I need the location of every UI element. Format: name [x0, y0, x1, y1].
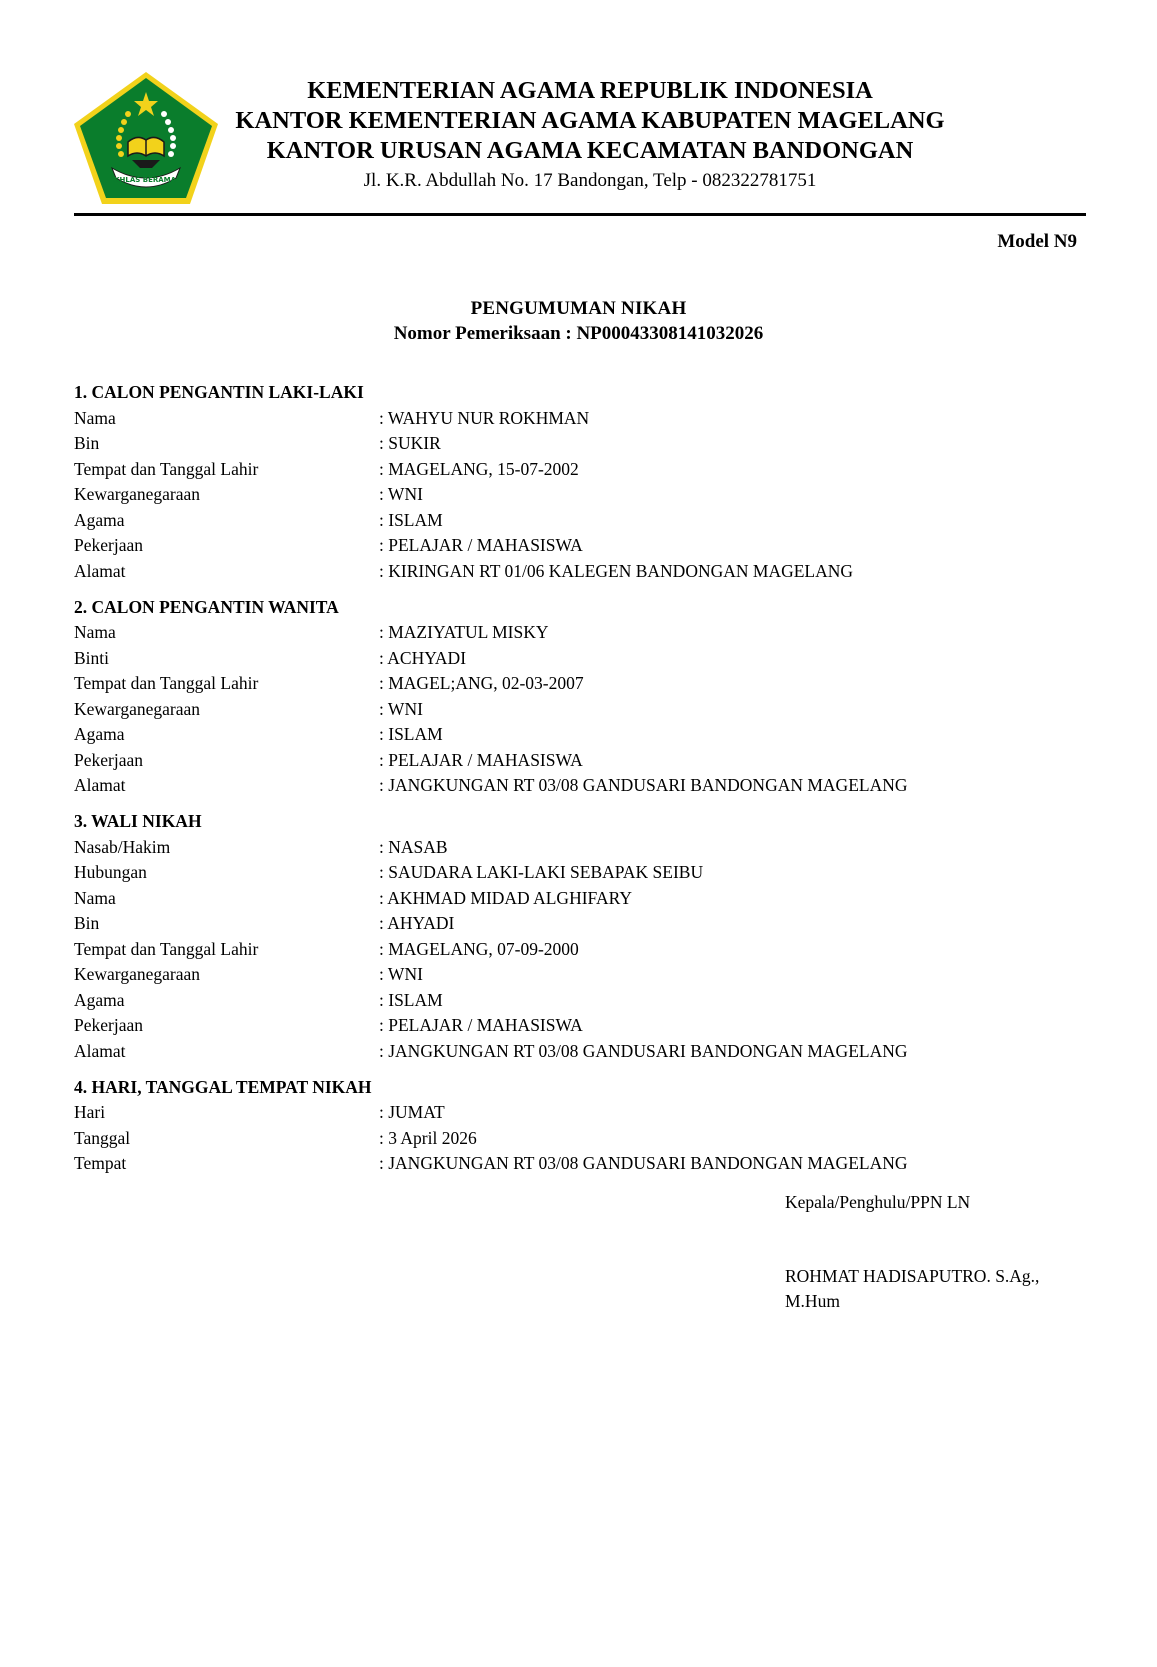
row-label: Binti	[74, 647, 110, 668]
table-row	[74, 962, 1074, 988]
signatory-name-line1: ROHMAT HADISAPUTRO. S.Ag.,	[785, 1266, 1040, 1286]
table-row	[74, 722, 1074, 748]
section-heading-ceremony: 4. HARI, TANGGAL TEMPAT NIKAH	[74, 1076, 372, 1097]
table-row	[74, 533, 1074, 559]
row-value: : PELAJAR / MAHASISWA	[379, 749, 583, 770]
row-value: : JANGKUNGAN RT 03/08 GANDUSARI BANDONGAN MAGELANG	[379, 775, 908, 795]
table-row	[74, 773, 1074, 799]
row-value: : PELAJAR / MAHASISWA	[379, 1015, 583, 1035]
table-row	[74, 1151, 1074, 1177]
header-divider	[74, 213, 1086, 216]
table-row	[74, 508, 1074, 534]
section-heading-groom: 1. CALON PENGANTIN LAKI-LAKI	[74, 382, 364, 402]
row-label: Pekerjaan	[74, 535, 143, 555]
letterhead	[230, 76, 950, 194]
table-row	[74, 406, 1074, 432]
row-label: Nama	[74, 622, 116, 642]
logo-motto: IKHLAS BERAMAL	[111, 176, 181, 184]
table-row	[74, 911, 1074, 937]
row-label: Agama	[74, 724, 125, 744]
model-label: Model N9	[997, 231, 1077, 252]
row-value: : SAUDARA LAKI-LAKI SEBAPAK SEIBU	[379, 862, 704, 882]
table-row	[74, 671, 1074, 697]
row-label: Pekerjaan	[74, 749, 143, 770]
row-label: Kewarganegaraan	[74, 698, 200, 719]
row-value: : WAHYU NUR ROKHMAN	[379, 407, 590, 428]
announcement-content	[74, 380, 1074, 1177]
row-value: : MAZIYATUL MISKY	[379, 622, 549, 642]
row-value: : SUKIR	[379, 433, 441, 453]
table-row	[74, 1013, 1074, 1039]
row-label: Nasab/Hakim	[74, 836, 171, 857]
row-label: Nama	[74, 407, 116, 428]
signatory-role: Kepala/Penghulu/PPN LN	[785, 1192, 971, 1212]
row-value: : JANGKUNGAN RT 03/08 GANDUSARI BANDONGAN MAGELANG	[379, 1153, 908, 1173]
row-label: Alamat	[74, 775, 126, 795]
row-label: Tempat	[74, 1153, 127, 1173]
office-address: Jl. K.R. Abdullah No. 17 Bandongan, Telp - 082322781751	[363, 170, 817, 191]
row-value: : JANGKUNGAN RT 03/08 GANDUSARI BANDONGAN MAGELANG	[379, 1040, 908, 1061]
table-row	[74, 1039, 1074, 1065]
table-row	[74, 482, 1074, 508]
row-label: Alamat	[74, 1040, 126, 1061]
table-row	[74, 431, 1074, 457]
regency-office-title: KANTOR KEMENTERIAN AGAMA KABUPATEN MAGELANG	[235, 107, 945, 134]
table-row	[74, 886, 1074, 912]
row-label: Tempat dan Tanggal Lahir	[74, 458, 259, 479]
row-label: Kewarganegaraan	[74, 964, 200, 984]
table-row	[74, 1100, 1074, 1126]
signatory-name	[785, 1264, 1085, 1314]
row-value: : KIRINGAN RT 01/06 KALEGEN BANDONGAN MAGELANG	[379, 560, 854, 581]
row-value: : ISLAM	[379, 509, 443, 530]
kua-office-title: KANTOR URUSAN AGAMA KECAMATAN BANDONGAN	[266, 137, 914, 164]
row-value: : MAGELANG, 15-07-2002	[379, 458, 579, 479]
row-value: : ACHYADI	[379, 647, 467, 668]
row-label: Alamat	[74, 560, 126, 581]
row-label: Hubungan	[74, 862, 147, 882]
table-row	[74, 457, 1074, 483]
examination-number: Nomor Pemeriksaan : NP00043308141032026	[393, 323, 764, 344]
row-label: Tanggal	[74, 1127, 131, 1148]
document-title	[0, 296, 1157, 346]
row-value: : ISLAM	[379, 724, 443, 744]
row-value: : WNI	[379, 698, 423, 719]
table-row	[74, 748, 1074, 774]
row-value: : JUMAT	[379, 1102, 445, 1122]
row-label: Nama	[74, 887, 116, 908]
table-row	[74, 559, 1074, 585]
row-label: Tempat dan Tanggal Lahir	[74, 673, 259, 693]
row-value: : MAGELANG, 07-09-2000	[379, 938, 579, 959]
row-value: : 3 April 2026	[379, 1127, 477, 1148]
table-row	[74, 697, 1074, 723]
row-value: : ISLAM	[379, 989, 443, 1010]
section-heading-guardian: 3. WALI NIKAH	[74, 811, 202, 831]
row-label: Bin	[74, 433, 100, 453]
row-label: Kewarganegaraan	[74, 484, 200, 504]
ministry-title: KEMENTERIAN AGAMA REPUBLIK INDONESIA	[307, 77, 873, 104]
kemenag-logo-icon	[72, 70, 220, 206]
row-label: Pekerjaan	[74, 1015, 143, 1035]
announcement-title: PENGUMUMAN NIKAH	[470, 298, 687, 319]
signatory-name-line2: M.Hum	[785, 1291, 840, 1311]
row-label: Bin	[74, 913, 100, 933]
row-label: Agama	[74, 989, 125, 1010]
row-value: : PELAJAR / MAHASISWA	[379, 535, 583, 555]
row-value: : AKHMAD MIDAD ALGHIFARY	[379, 887, 632, 908]
table-row	[74, 646, 1074, 672]
row-value: : MAGEL;ANG, 02-03-2007	[379, 673, 584, 693]
table-row	[74, 1126, 1074, 1152]
row-value: : NASAB	[379, 836, 448, 857]
table-row	[74, 860, 1074, 886]
section-heading-bride: 2. CALON PENGANTIN WANITA	[74, 596, 339, 617]
row-label: Tempat dan Tanggal Lahir	[74, 938, 259, 959]
table-row	[74, 620, 1074, 646]
row-value: : WNI	[379, 484, 423, 504]
table-row	[74, 937, 1074, 963]
table-row	[74, 835, 1074, 861]
row-label: Hari	[74, 1102, 106, 1122]
row-label: Agama	[74, 509, 125, 530]
row-value: : WNI	[379, 964, 423, 984]
table-row	[74, 988, 1074, 1014]
row-value: : AHYADI	[379, 913, 455, 933]
